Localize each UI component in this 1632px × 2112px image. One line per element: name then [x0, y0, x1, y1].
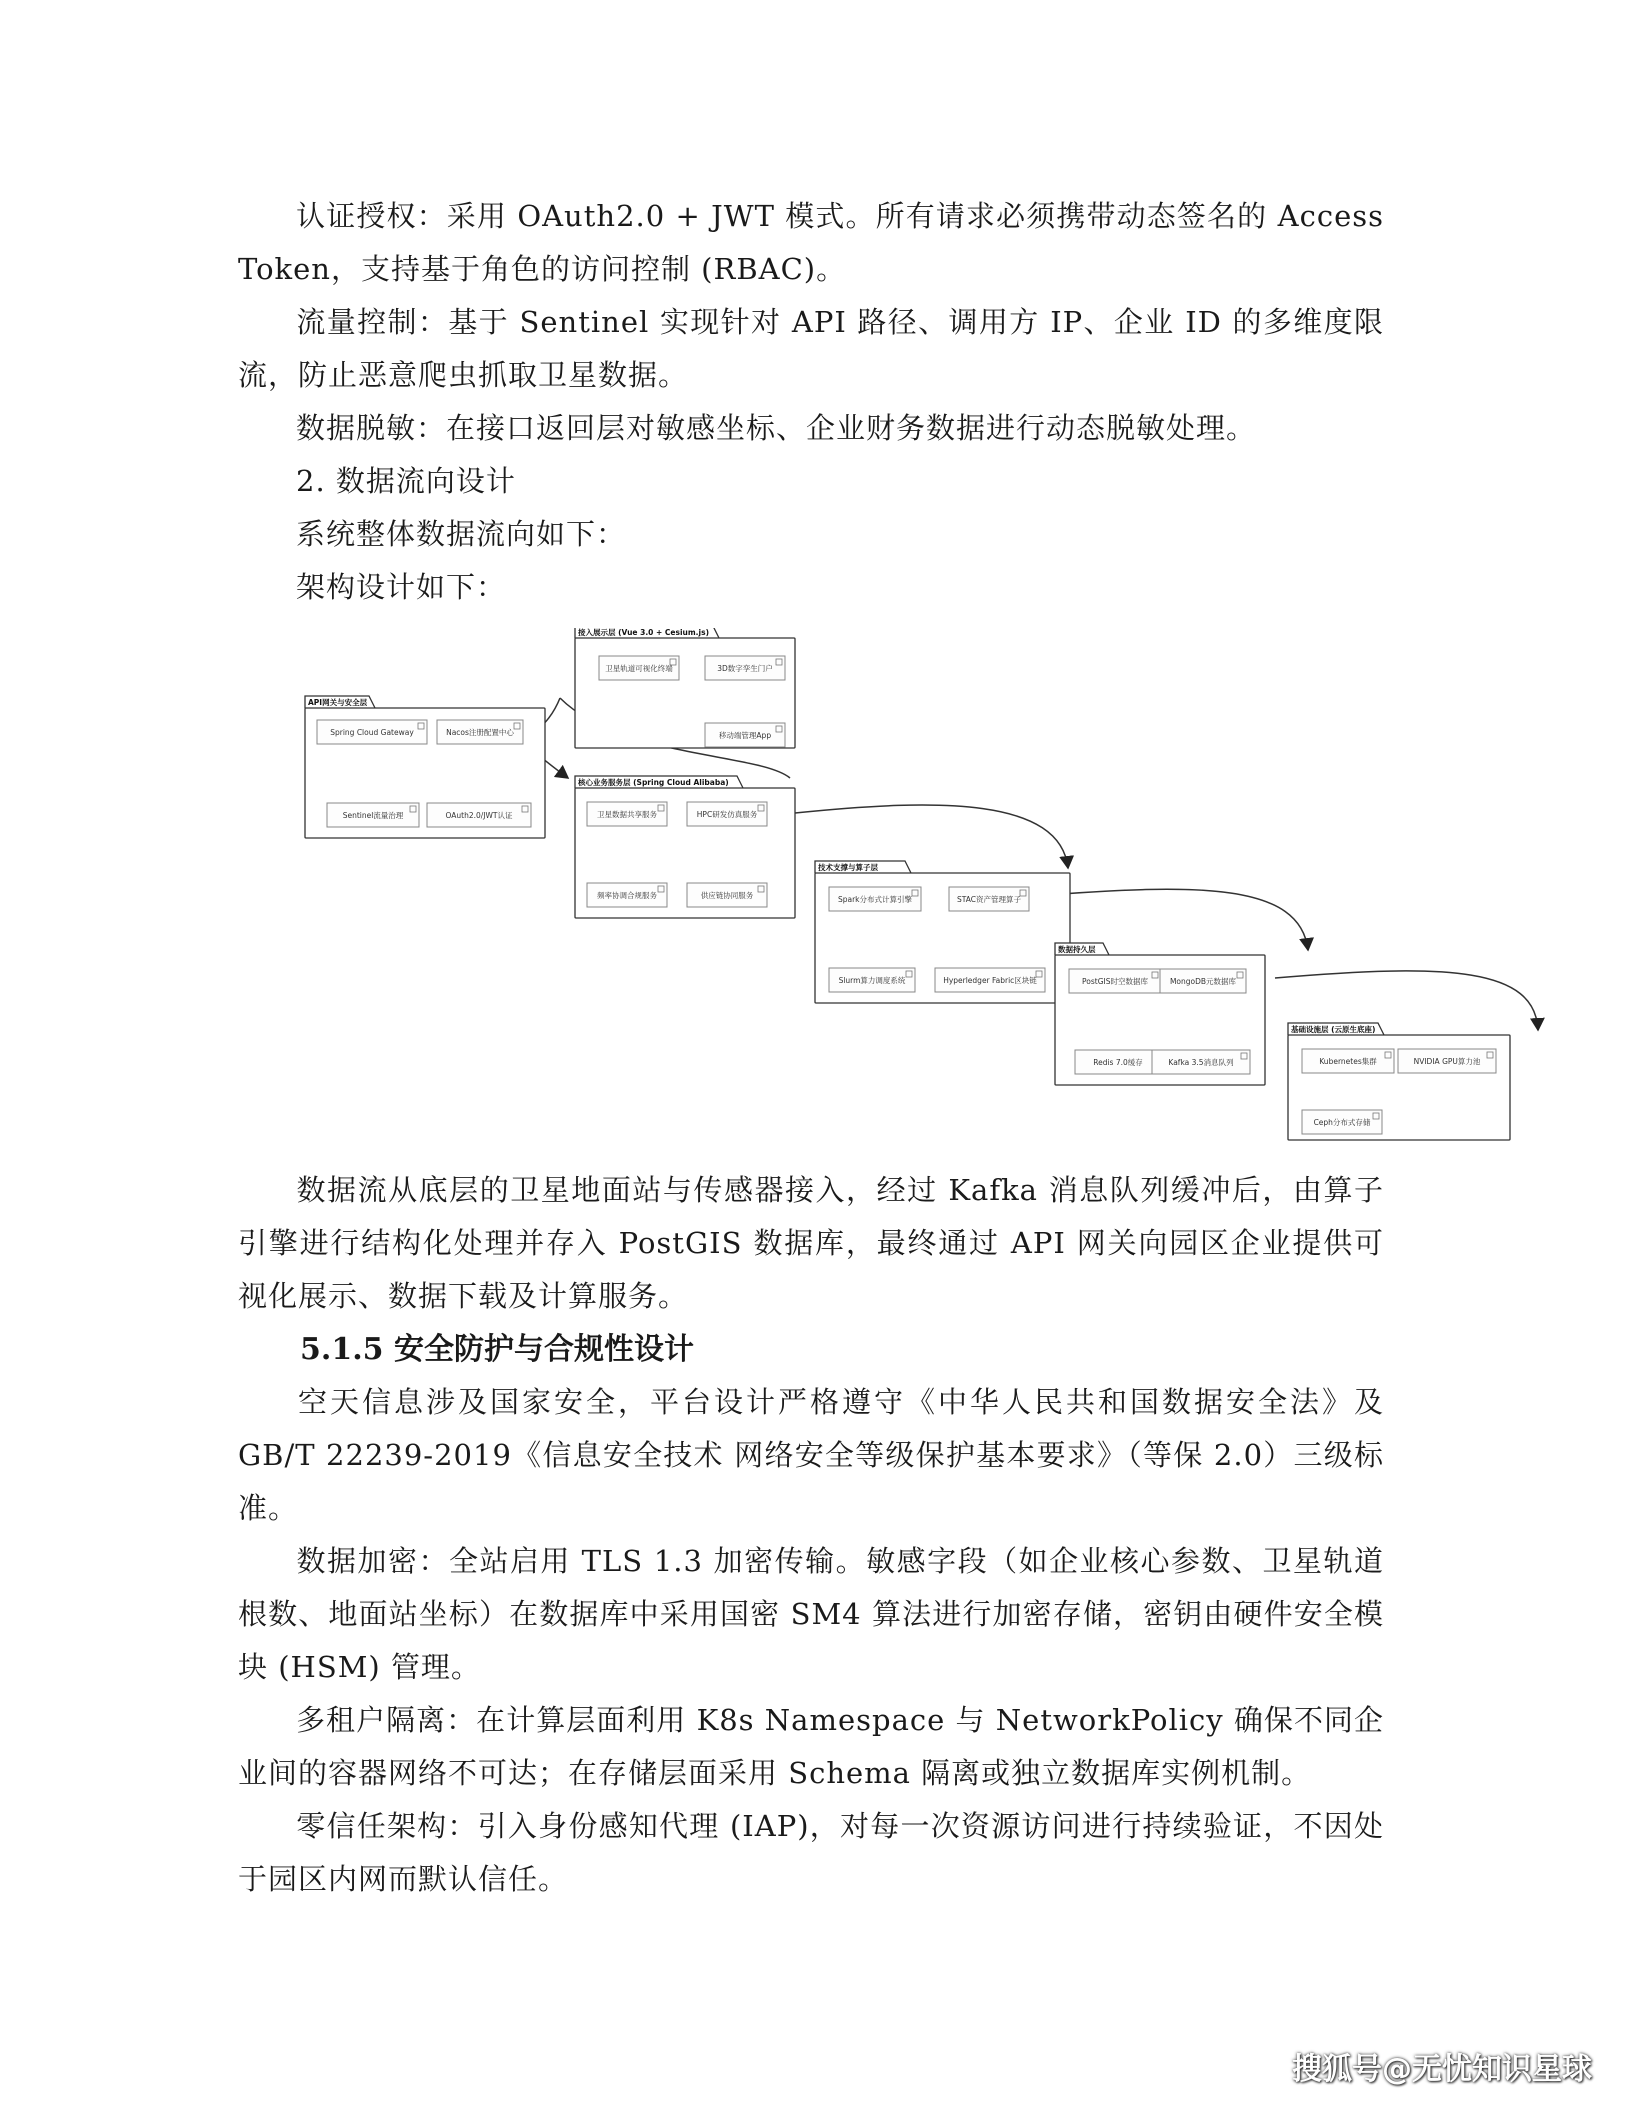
- component-label: 3D数字孪生门户: [717, 664, 773, 673]
- component-label: Nacos注册配置中心: [446, 728, 514, 737]
- component-label: 移动端管理App: [718, 731, 772, 740]
- component-label: STAC资产管理算子: [957, 895, 1021, 904]
- package-title: API网关与安全层: [308, 698, 368, 707]
- component-label: Sentinel流量治理: [342, 811, 404, 820]
- paragraph-encryption: 数据加密：全站启用 TLS 1.3 加密传输。敏感字段（如企业核心参数、卫星轨道根数、地面站坐标）在数据库中采用国密 SM4 算法进行加密存储，密钥由硬件安全模块 (HSM) 管理。: [238, 1544, 1384, 1684]
- package-0: [305, 696, 545, 838]
- package-2: [575, 776, 795, 918]
- component-label: Kubernetes集群: [1319, 1057, 1377, 1066]
- component-label: PostGIS时空数据库: [1082, 977, 1148, 986]
- paragraph-tenant-isolation: 多租户隔离：在计算层面利用 K8s Namespace 与 NetworkPolicy 确保不同企业间的容器网络不可达；在存储层面采用 Schema 隔离或独立数据库实例机制。: [238, 1703, 1384, 1790]
- package-title: 基础设施层 (云原生底座): [1291, 1025, 1376, 1034]
- component-label: Ceph分布式存储: [1313, 1118, 1371, 1127]
- component-label: Kafka 3.5消息队列: [1168, 1058, 1234, 1067]
- paragraph-overall-flow: 系统整体数据流向如下：: [296, 517, 627, 551]
- package-5: [1288, 1023, 1510, 1140]
- component-label: 卫星轨道可视化终端: [605, 664, 673, 673]
- component-label: 频率协调合规服务: [597, 891, 657, 900]
- component-label: MongoDB元数据库: [1169, 977, 1237, 986]
- component-label: OAuth2.0/JWT认证: [445, 811, 513, 820]
- paragraph-masking: 数据脱敏：在接口返回层对敏感坐标、企业财务数据进行动态脱敏处理。: [296, 411, 1257, 445]
- package-3: [815, 861, 1070, 1003]
- connector-tech-to-persistence: [1035, 889, 1308, 950]
- component-label: Hyperledger Fabric区块链: [943, 976, 1037, 985]
- paragraph-flow-control: 流量控制：基于 Sentinel 实现针对 API 路径、调用方 IP、企业 ID 的多维度限流，防止恶意爬虫抓取卫星数据。: [238, 305, 1384, 392]
- paragraph-auth: 认证授权：采用 OAuth2.0 + JWT 模式。所有请求必须携带动态签名的 Access Token，支持基于角色的访问控制 (RBAC)。: [238, 199, 1384, 286]
- component-label: 卫星数据共享服务: [597, 810, 657, 819]
- component-label: HPC研发仿真服务: [696, 810, 758, 819]
- paragraph-compliance: 空天信息涉及国家安全，平台设计严格遵守《中华人民共和国数据安全法》及 GB/T 22239-2019《信息安全技术 网络安全等级保护基本要求》（等保 2.0）三级标准。: [238, 1385, 1384, 1525]
- section-heading-security: 5.1.5 安全防护与合规性设计: [300, 1332, 694, 1367]
- component-label: Spring Cloud Gateway: [330, 728, 414, 737]
- component-label: Slurm算力调度系统: [838, 976, 906, 985]
- connector-persistence-to-infra: [1275, 971, 1538, 1030]
- package-title: 核心业务服务层 (Spring Cloud Alibaba): [578, 778, 729, 787]
- component-label: Spark分布式计算引擎: [837, 895, 913, 904]
- package-title: 技术支撑与算子层: [818, 863, 878, 872]
- paragraph-dataflow: 数据流从底层的卫星地面站与传感器接入，经过 Kafka 消息队列缓冲后，由算子引擎进行结构化处理并存入 PostGIS 数据库，最终通过 API 网关向园区企业提供可视化展示、数据下载及计算服务。: [238, 1173, 1384, 1313]
- component-label: NVIDIA GPU算力池: [1413, 1057, 1481, 1066]
- connector-core-to-tech: [795, 805, 1068, 868]
- paragraph-zero-trust: 零信任架构：引入身份感知代理 (IAP)，对每一次资源访问进行持续验证，不因处于园区内网而默认信任。: [238, 1809, 1384, 1896]
- package-1: [575, 628, 795, 748]
- package-title: 数据持久层: [1058, 945, 1096, 954]
- watermark: 搜狐号@无忧知识星球: [1292, 2052, 1592, 2087]
- package-4: [1055, 943, 1265, 1085]
- component-label: 供应链协同服务: [700, 891, 754, 900]
- paragraph-architecture: 架构设计如下：: [296, 570, 507, 604]
- component-label: Redis 7.0缓存: [1093, 1058, 1143, 1067]
- section-title-data-flow: 2. 数据流向设计: [296, 464, 516, 498]
- package-title: 接入展示层 (Vue 3.0 + Cesium.js): [578, 628, 709, 637]
- architecture-diagram: [300, 628, 1550, 1148]
